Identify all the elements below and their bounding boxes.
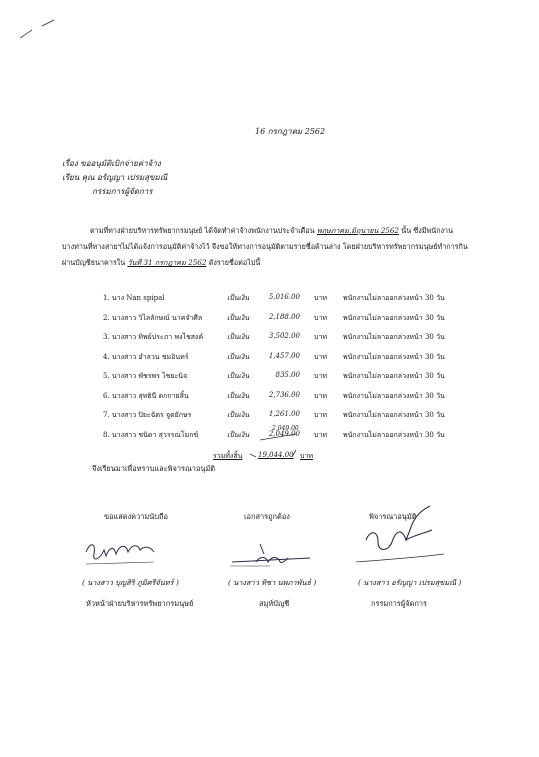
recipient-title: กรรมการผู้จัดการ xyxy=(92,187,153,196)
signatory-name-2: ( นางสาว ทิชา นพภาพันธ์ ) xyxy=(228,578,317,587)
row-note: พนักงานไม่ลาออกล่วงหน้า 30 วัน xyxy=(343,392,445,400)
row-name: 2. นางสาว วิไลลักษณ์ นาคจำศีล xyxy=(103,314,203,322)
signatory-position-1: หัวหน้าฝ่ายบริหารทรัพยากรมนุษย์ xyxy=(86,599,194,608)
body-text: ตามที่ทางฝ่ายบริหารทรัพยากรมนุษย์ ได้จัดทำค่าจ้างพนักงานประจำเดือน xyxy=(90,226,317,235)
row-currency: บาท xyxy=(314,392,327,400)
signatory-position-3: กรรมการผู้จัดการ xyxy=(371,599,427,608)
body-paragraph-line-1 xyxy=(90,226,453,237)
amount-strike-mark xyxy=(256,431,302,443)
tick-mark xyxy=(246,446,306,460)
body-paragraph-line-3 xyxy=(62,258,260,269)
row-currency: บาท xyxy=(314,411,327,419)
row-name: 1. นาง Nan spipal xyxy=(103,294,165,302)
body-underlined-date: วันที่ 31 กรกฎาคม 2562 xyxy=(127,258,207,267)
row-name: 4. นางสาว อำลวน ชมอินทร์ xyxy=(103,353,189,361)
row-amount: 5,016.00 xyxy=(268,293,300,301)
row-note: พนักงานไม่ลาออกล่วงหน้า 30 วัน xyxy=(343,372,445,380)
row-amount: 1,261.00 xyxy=(268,410,300,418)
row-currency: บาท xyxy=(314,294,327,302)
row-name: 6. นางสาว สุทธินี ดกกายสิ้น xyxy=(103,392,189,400)
signature-heading-2: เอกสารถูกต้อง xyxy=(244,512,290,521)
row-amount: 2,736.00 xyxy=(268,391,300,399)
row-note: พนักงานไม่ลาออกล่วงหน้า 30 วัน xyxy=(343,294,445,302)
signatory-name-1: ( นางสาว บุญสิริ ภูมิศรีจันทร์ ) xyxy=(82,578,179,587)
body-underlined-months: พฤษภาคม,มิถุนายน 2562 xyxy=(316,226,400,235)
row-note: พนักงานไม่ลาออกล่วงหน้า 30 วัน xyxy=(343,314,445,322)
row-amount-label: เป็นเงิน xyxy=(227,333,250,341)
total-label: รวมทั้งสิ้น xyxy=(213,452,243,460)
signatory-position-2: สมุห์บัญชี xyxy=(259,599,290,608)
signature-3 xyxy=(352,500,452,572)
row-note: พนักงานไม่ลาออกล่วงหน้า 30 วัน xyxy=(343,333,445,341)
closing-line: จึงเรียนมาเพื่อทราบและพิจารณาอนุมัติ xyxy=(92,464,216,473)
row-amount: 3,502.00 xyxy=(268,332,300,340)
signatory-name-3: ( นางสาว อรัญญา เปรมสุขมณี ) xyxy=(358,578,462,587)
row-currency: บาท xyxy=(314,372,327,380)
recipient-line: เรียน คุณ อรัญญา เปรมสุขมณี xyxy=(62,173,168,182)
row-name: 5. นางสาว พัชรพร ไชยะนิจ xyxy=(103,372,188,380)
row-amount: 2,188.00 xyxy=(268,313,300,321)
row-currency: บาท xyxy=(314,353,327,361)
signature-heading-1: ขอแสดงความนับถือ xyxy=(104,512,168,521)
row-amount-label: เป็นเงิน xyxy=(227,314,250,322)
body-text: ดังรายชื่อต่อไปนี้ xyxy=(206,258,261,267)
row-amount-label: เป็นเงิน xyxy=(227,372,250,380)
body-paragraph-line-2: บางท่านที่ทางสายฯไม่ได้แจ้งการอนุมัติค่าจ้างไว้ จึงขอให้ทางการอนุมัติตามรายชื่อด้านล่าง โดยฝ่ายบริหารทรัพยากรมนุษย์ทำการกิน xyxy=(62,242,468,251)
row-amount-label: เป็นเงิน xyxy=(227,431,250,439)
row-name: 7. นางสาว ปิยะฉัตร จูดยักษร xyxy=(103,411,192,419)
subject-line: เรื่อง ขออนุมัติเบิกจ่ายค่าจ้าง xyxy=(62,159,161,168)
row-amount-label: เป็นเงิน xyxy=(227,294,250,302)
body-text: ผ่านบัญชีธนาคารใน xyxy=(62,258,128,267)
row-name: 3. นางสาว ทิพย์ประภา พงไชสงค์ xyxy=(103,333,204,341)
row-currency: บาท xyxy=(314,333,327,341)
row-currency: บาท xyxy=(314,431,327,439)
row-amount: 835.00 xyxy=(275,371,300,379)
total-currency: บาท xyxy=(300,452,313,460)
row-currency: บาท xyxy=(314,314,327,322)
document-date: 16 กรกฎาคม 2562 xyxy=(255,127,326,136)
row-amount-label: เป็นเงิน xyxy=(227,392,250,400)
pen-mark xyxy=(18,18,58,42)
row-note: พนักงานไม่ลาออกล่วงหน้า 30 วัน xyxy=(343,353,445,361)
total-amount: 19,044.00 xyxy=(258,451,294,459)
signature-2 xyxy=(226,540,316,572)
row-amount: 2,049.00 xyxy=(268,430,300,438)
signature-1 xyxy=(80,532,160,572)
row-note: พนักงานไม่ลาออกล่วงหน้า 30 วัน xyxy=(343,431,445,439)
row-amount-label: เป็นเงิน xyxy=(227,411,250,419)
row-amount-label: เป็นเงิน xyxy=(227,353,250,361)
body-text: นั้น ซึ่งมีพนักงาน xyxy=(399,226,453,235)
row-note: พนักงานไม่ลาออกล่วงหน้า 30 วัน xyxy=(343,411,445,419)
signature-heading-3: พิจารณาอนุมัติ xyxy=(369,512,417,521)
row-name: 8. นางสาว ชนิดา สุวรรณโมกข์ xyxy=(103,431,199,439)
row-amount: 1,457.00 xyxy=(268,352,300,360)
handwritten-correction: 2,049.00 xyxy=(272,425,299,432)
